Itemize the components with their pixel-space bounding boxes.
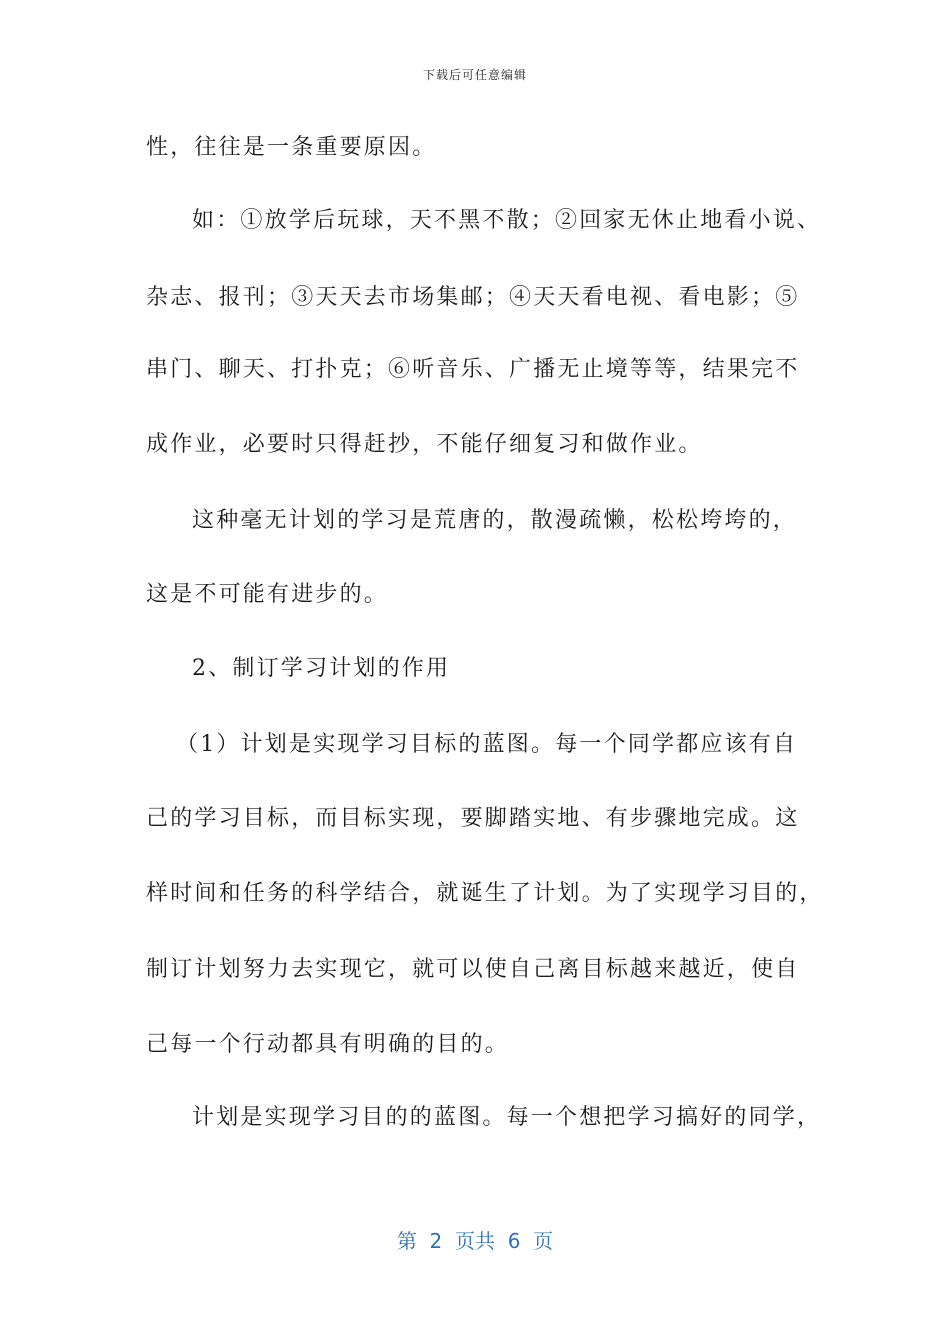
body-line: 制订计划努力去实现它，就可以使自己离目标越来越近，使自 <box>146 957 800 982</box>
page-number: 第 2 页共 6 页 <box>396 1229 554 1253</box>
body-line: 串门、聊天、打扑克；⑥听音乐、广播无止境等等，结果完不 <box>146 357 800 382</box>
body-line: 这种毫无计划的学习是荒唐的，散漫疏懒，松松垮垮的， <box>192 508 798 533</box>
body-line: （1）计划是实现学习目标的蓝图。每一个同学都应该有自 <box>176 732 798 757</box>
section-heading: 2、制订学习计划的作用 <box>192 656 451 681</box>
body-line: 杂志、报刊；③天天去市场集邮；④天天看电视、看电影；⑤ <box>146 285 800 310</box>
body-line: 样时间和任务的科学结合，就诞生了计划。为了实现学习目的， <box>146 881 824 906</box>
body-line: 成作业，必要时只得赶抄，不能仔细复习和做作业。 <box>146 432 703 457</box>
body-line: 如：①放学后玩球，天不黑不散；②回家无休止地看小说、 <box>192 208 822 233</box>
body-line: 这是不可能有进步的。 <box>146 582 389 607</box>
body-line: 己每一个行动都具有明确的目的。 <box>146 1032 510 1057</box>
body-line: 计划是实现学习目的的蓝图。每一个想把学习搞好的同学， <box>192 1105 822 1130</box>
body-line: 性，往往是一条重要原因。 <box>146 135 437 160</box>
header-note: 下载后可任意编辑 <box>422 68 527 82</box>
body-line: 己的学习目标，而目标实现，要脚踏实地、有步骤地完成。这 <box>146 806 800 831</box>
